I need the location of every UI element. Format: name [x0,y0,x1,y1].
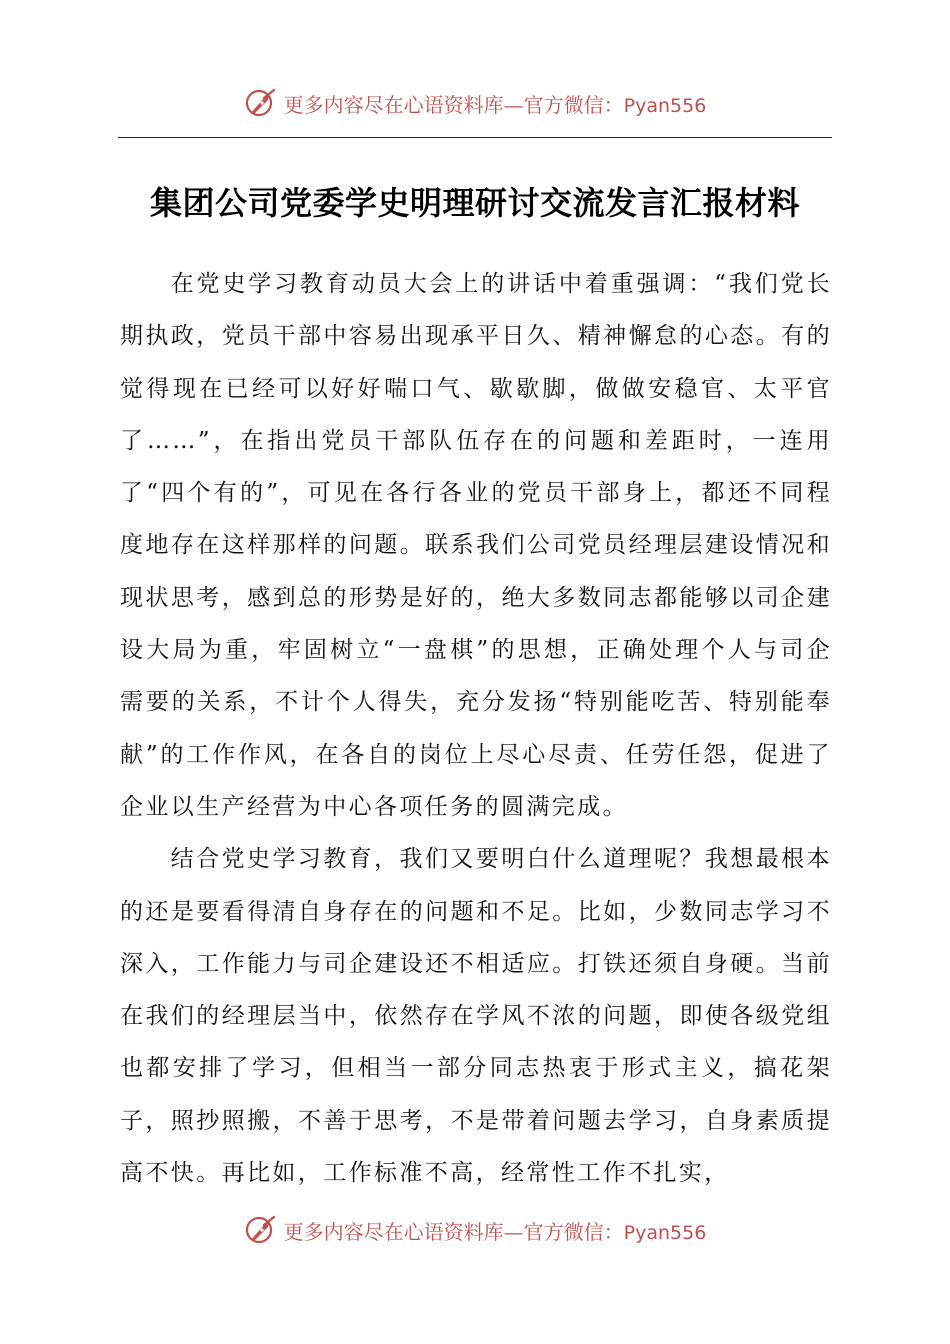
paragraph: 结合党史学习教育，我们又要明白什么道理呢？我想最根本的还是要看得清自身存在的问题和不足。比如，少数同志学习不深入，工作能力与司企建设还不相适应。打铁还须自身硬。当前在我们的经理层当中，依然存在学风不浓的问题，即使各级党组也都安排了学习，但相当一部分同志热衷于形式主义，搞花架子，照抄照搬，不善于思考，不是带着问题去学习，自身素质提高不快。再比如，工作标准不高，经常性工作不扎实， [120,846,832,1187]
banner-wechat-id: Pyan556 [623,94,707,117]
banner-text [284,1216,707,1245]
paragraph: 在党史学习教育动员大会上的讲话中着重强调：“我们党长期执政，党员干部中容易出现承平日久、精神懈怠的心态。有的觉得现在已经可以好好喘口气、歇歇脚，做做安稳官、太平官了……”，在指出党员干部队伍存在的问题和差距时，一连用了“四个有的”，可见在各行各业的党员干部身上，都还不同程度地存在这样那样的问题。联系我们公司党员经理层建设情况和现状思考，感到总的形势是好的，绝大多数同志都能够以司企建设大局为重，牢固树立“一盘棋”的思想，正确处理个人与司企需要的关系，不计个人得失，充分发扬“特别能吃苦、特别能奉献”的工作作风，在各自的岗位上尽心尽责、任劳任怨，促进了企业以生产经营为中心各项任务的圆满完成。 [120,271,832,820]
banner-wechat-id: Pyan556 [623,1221,707,1244]
banner-text [284,89,707,118]
document-body [120,258,832,1199]
header-rule [118,137,832,138]
footer-banner [0,1210,950,1250]
banner-label: 更多内容尽在心语资料库—官方微信： [283,1219,624,1244]
banner-label: 更多内容尽在心语资料库—官方微信： [283,92,624,117]
document-title: 集团公司党委学史明理研讨交流发言汇报材料 [149,184,800,222]
header-banner [0,83,950,123]
pen-nib-logo-icon [244,1213,278,1247]
pen-nib-logo-icon [244,86,278,120]
